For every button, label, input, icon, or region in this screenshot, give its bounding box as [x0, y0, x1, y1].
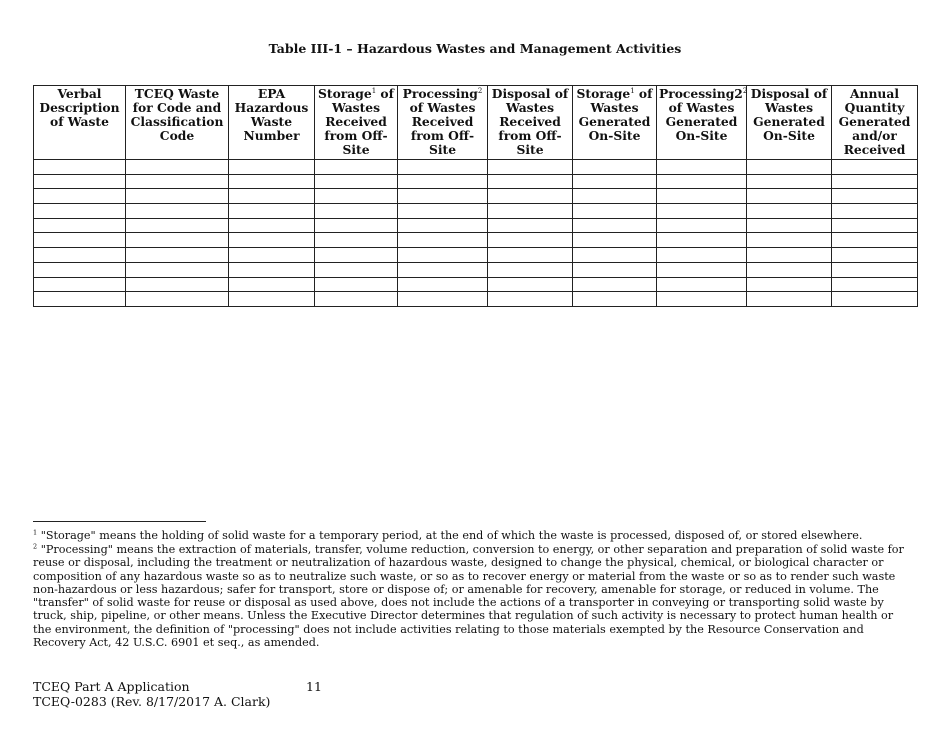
table-row	[34, 174, 918, 189]
table-cell[interactable]	[34, 204, 126, 219]
table-cell[interactable]	[657, 204, 747, 219]
table-cell[interactable]	[315, 218, 398, 233]
col-processing-offsite: Processing$^2$ of Wastes Received from Off-Site	[398, 86, 488, 160]
table-cell[interactable]	[573, 204, 657, 219]
table-cell[interactable]	[34, 189, 126, 204]
table-cell[interactable]	[315, 248, 398, 263]
table-cell[interactable]	[488, 189, 573, 204]
table-cell[interactable]	[657, 160, 747, 175]
table-cell[interactable]	[315, 262, 398, 277]
table-cell[interactable]	[657, 218, 747, 233]
col-annual-quantity: Annual Quantity Generated and/or Received	[832, 86, 918, 160]
footnote-2: $^2$ "Processing" means the extraction of materials, transfer, volume reduction, conversion to energy, or other separation and preparation of solid waste for reuse or disposal, including the treatment or neutralization of hazardous waste, designed to change the physical, chemical, or biological character or composition of any hazardous waste so as to neutralize such waste, or so as to recover energy or material from the waste or so as to render such waste non-hazardous or less hazardous; safer for transport, store or dispose of; or amenable for recovery, amenable for storage, or reduced in volume. The "transfer" of solid waste for reuse or disposal as used above, does not include the actions of a transporter in conveying or transporting solid waste by truck, ship, pipeline, or other means. Unless the Executive Director determines that regulation of such activity is necessary to protect human health or the environment, the definition of "processing" does not include activities relating to those materials exempted by the Resource Conservation and Recovery Act, 42 U.S.C. 6901 et seq., as amended.	[33, 542, 904, 650]
table-cell[interactable]	[488, 218, 573, 233]
table-cell[interactable]	[126, 204, 229, 219]
footer-form-revision: TCEQ-0283 (Rev. 8/17/2017 A. Clark)	[33, 694, 271, 709]
footnote-divider	[33, 521, 206, 522]
table-cell[interactable]	[747, 204, 832, 219]
table-cell[interactable]	[34, 233, 126, 248]
table-cell[interactable]	[126, 292, 229, 307]
table-cell[interactable]	[488, 174, 573, 189]
table-cell[interactable]	[315, 160, 398, 175]
table-cell[interactable]	[126, 262, 229, 277]
table-cell[interactable]	[229, 292, 315, 307]
table-cell[interactable]	[315, 204, 398, 219]
table-cell[interactable]	[229, 277, 315, 292]
table-cell[interactable]	[747, 262, 832, 277]
table-cell[interactable]	[657, 292, 747, 307]
page-footer	[33, 679, 270, 709]
table-cell[interactable]	[315, 189, 398, 204]
table-cell[interactable]	[488, 248, 573, 263]
table-cell[interactable]	[832, 277, 918, 292]
table-cell[interactable]	[832, 218, 918, 233]
table-cell[interactable]	[573, 262, 657, 277]
table-cell[interactable]	[34, 277, 126, 292]
table-cell[interactable]	[126, 248, 229, 263]
table-cell[interactable]	[34, 248, 126, 263]
table-cell[interactable]	[832, 204, 918, 219]
table-cell[interactable]	[657, 248, 747, 263]
table-cell[interactable]	[34, 262, 126, 277]
table-cell[interactable]	[488, 277, 573, 292]
table-cell[interactable]	[657, 174, 747, 189]
table-cell[interactable]	[832, 174, 918, 189]
table-cell[interactable]	[573, 277, 657, 292]
table-cell[interactable]	[657, 233, 747, 248]
table-cell[interactable]	[126, 277, 229, 292]
col-verbal-description: Verbal Description of Waste	[34, 86, 126, 160]
table-cell[interactable]	[398, 218, 488, 233]
table-cell[interactable]	[488, 233, 573, 248]
col-storage-onsite: Storage$^1$ of Wastes Generated On-Site	[573, 86, 657, 160]
hazardous-wastes-table	[33, 85, 918, 307]
table-cell[interactable]	[315, 292, 398, 307]
table-cell[interactable]	[573, 174, 657, 189]
table-cell[interactable]	[229, 189, 315, 204]
col-processing-onsite: $Processing2^2$ of Wastes Generated On-Site	[657, 86, 747, 160]
table-row	[34, 262, 918, 277]
table-cell[interactable]	[747, 292, 832, 307]
table-cell[interactable]	[229, 233, 315, 248]
table-cell[interactable]	[747, 189, 832, 204]
table-cell[interactable]	[747, 160, 832, 175]
table-cell[interactable]	[398, 174, 488, 189]
footer-application-name: TCEQ Part A Application	[33, 679, 190, 694]
table-cell[interactable]	[657, 277, 747, 292]
table-cell[interactable]	[315, 174, 398, 189]
table-cell[interactable]	[398, 292, 488, 307]
table-cell[interactable]	[315, 277, 398, 292]
col-storage-offsite: Storage$^1$ of Wastes Received from Off-Site	[315, 86, 398, 160]
table-cell[interactable]	[315, 233, 398, 248]
table-cell[interactable]	[657, 262, 747, 277]
table-cell[interactable]	[747, 218, 832, 233]
table-cell[interactable]	[126, 160, 229, 175]
table-cell[interactable]	[573, 160, 657, 175]
table-cell[interactable]	[126, 189, 229, 204]
table-cell[interactable]	[229, 248, 315, 263]
table-cell[interactable]	[488, 292, 573, 307]
table-row	[34, 189, 918, 204]
table-cell[interactable]	[488, 160, 573, 175]
table-row	[34, 160, 918, 175]
table-cell[interactable]	[573, 292, 657, 307]
table-cell[interactable]	[229, 262, 315, 277]
table-cell[interactable]	[34, 160, 126, 175]
table-cell[interactable]	[398, 277, 488, 292]
table-cell[interactable]	[126, 174, 229, 189]
table-cell[interactable]	[657, 189, 747, 204]
table-cell[interactable]	[747, 174, 832, 189]
table-row	[34, 292, 918, 307]
table-cell[interactable]	[488, 204, 573, 219]
table-title: Table III-1 – Hazardous Wastes and Management Activities	[268, 41, 682, 56]
table-cell[interactable]	[398, 160, 488, 175]
table-cell[interactable]	[573, 218, 657, 233]
col-tceq-waste-code: TCEQ Waste for Code and Classification Code	[126, 86, 229, 160]
table-cell[interactable]	[398, 233, 488, 248]
col-disposal-onsite: Disposal of Wastes Generated On-Site	[747, 86, 832, 160]
col-disposal-offsite: Disposal of Wastes Received from Off-Site	[488, 86, 573, 160]
table-cell[interactable]	[747, 248, 832, 263]
table-row	[34, 248, 918, 263]
table-cell[interactable]	[229, 174, 315, 189]
table-cell[interactable]	[573, 189, 657, 204]
table-cell[interactable]	[747, 233, 832, 248]
table-cell[interactable]	[229, 218, 315, 233]
table-cell[interactable]	[398, 262, 488, 277]
table-cell[interactable]	[126, 218, 229, 233]
table-row	[34, 233, 918, 248]
table-row	[34, 204, 918, 219]
table-cell[interactable]	[832, 262, 918, 277]
col-epa-waste-number: EPA Hazardous Waste Number	[229, 86, 315, 160]
table-cell[interactable]	[573, 233, 657, 248]
footnote-1: $^1$ "Storage" means the holding of solid waste for a temporary period, at the end of which the waste is processed, disposed of, or stored elsewhere.	[33, 528, 863, 542]
page-number: 11	[306, 679, 322, 694]
table-body	[34, 160, 918, 307]
table-cell[interactable]	[398, 204, 488, 219]
table-row	[34, 277, 918, 292]
table-cell[interactable]	[832, 292, 918, 307]
table-cell[interactable]	[488, 262, 573, 277]
table-cell[interactable]	[832, 189, 918, 204]
table-cell[interactable]	[34, 292, 126, 307]
table-cell[interactable]	[398, 189, 488, 204]
table-row	[34, 218, 918, 233]
table-cell[interactable]	[573, 248, 657, 263]
table-cell[interactable]	[832, 233, 918, 248]
table-header-row	[34, 86, 918, 160]
table-cell[interactable]	[832, 160, 918, 175]
table-cell[interactable]	[126, 233, 229, 248]
table-cell[interactable]	[34, 174, 126, 189]
table-cell[interactable]	[229, 204, 315, 219]
table-cell[interactable]	[747, 277, 832, 292]
table-cell[interactable]	[832, 248, 918, 263]
table-cell[interactable]	[34, 218, 126, 233]
table-cell[interactable]	[398, 248, 488, 263]
table-cell[interactable]	[229, 160, 315, 175]
